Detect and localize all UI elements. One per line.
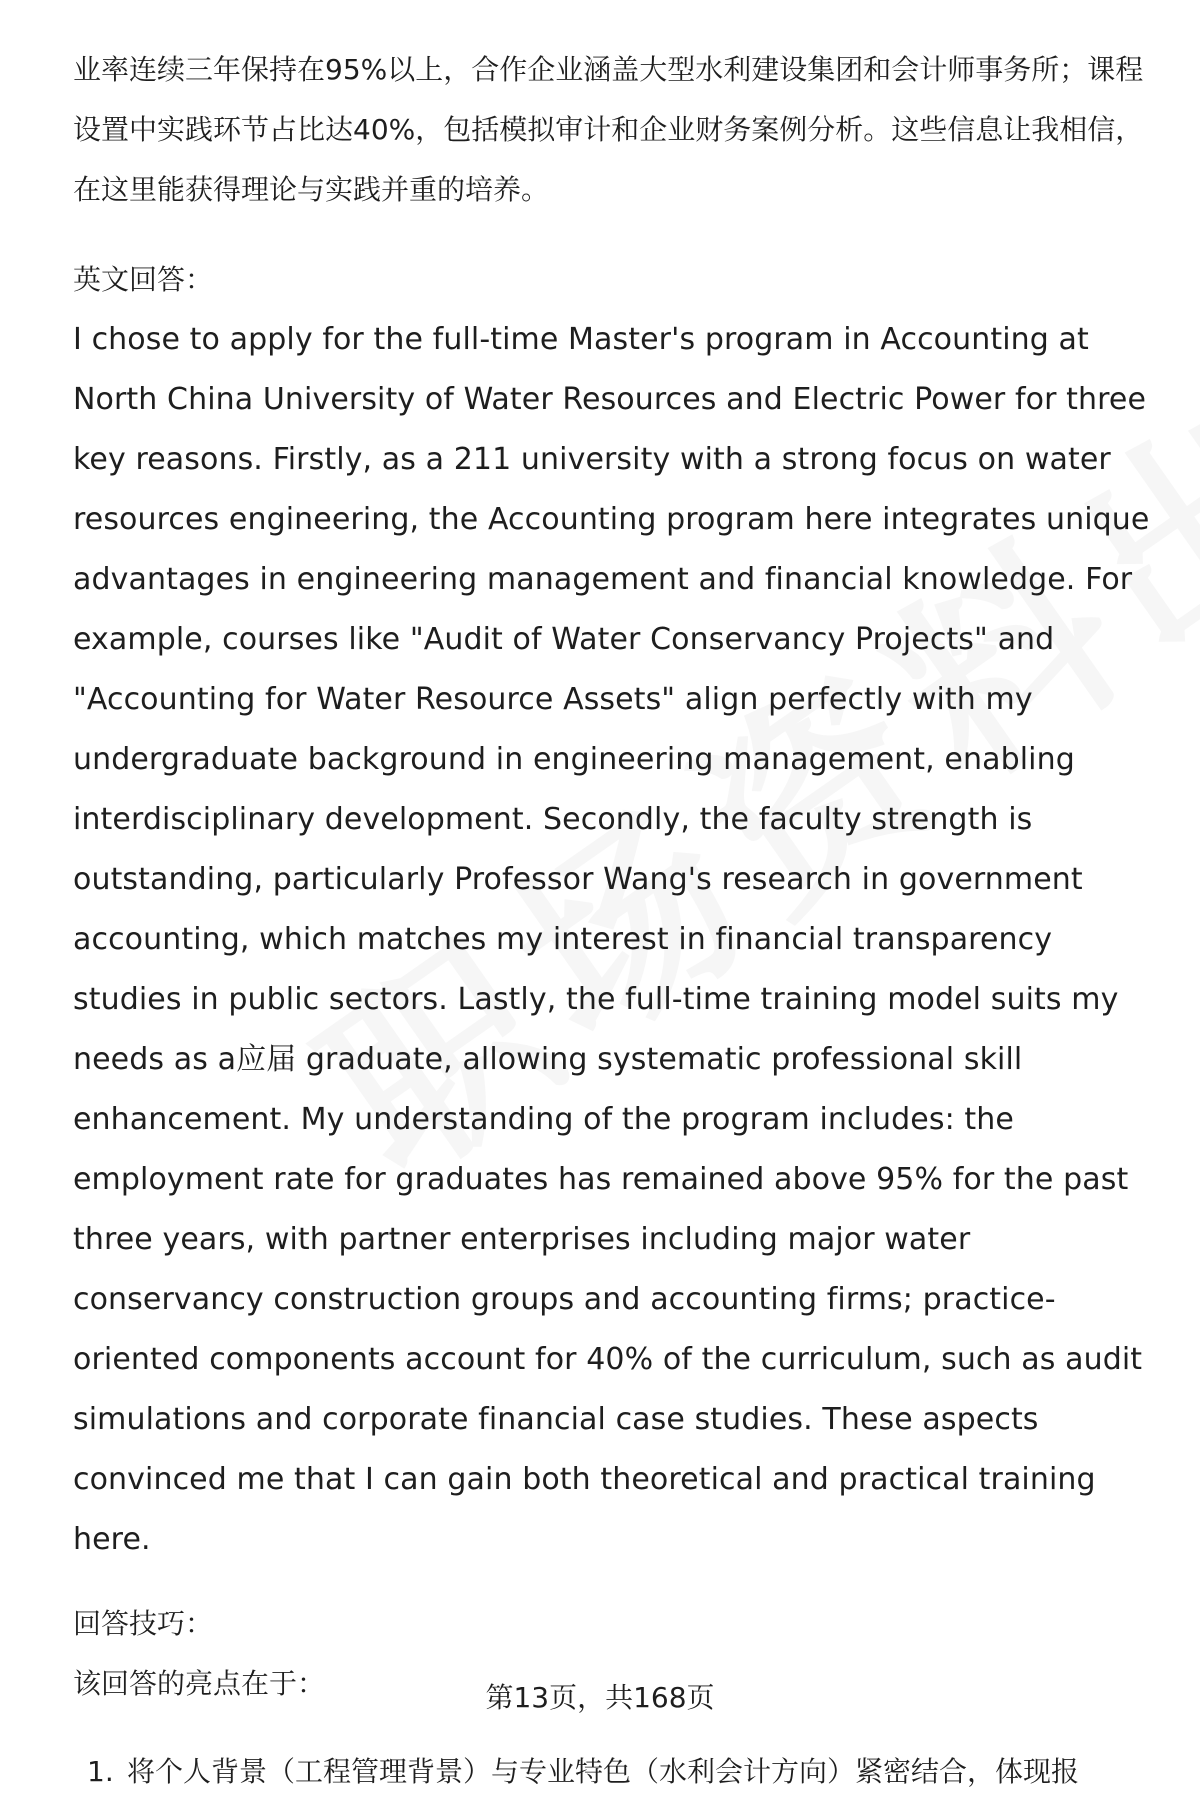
list-item-text: 将个人背景（工程管理背景）与专业特色（水利会计方向）紧密结合，体现报: [127, 1755, 1080, 1788]
page-number-footer: 第13页，共168页: [485, 1681, 715, 1714]
document-page: [73, 40, 1163, 1802]
chinese-answer-continuation: 业率连续三年保持在95%以上，合作企业涵盖大型水利建设集团和会计师事务所；课程设置中实践环节占比达40%，包括模拟审计和企业财务案例分析。这些信息让我相信，在这里能获得理论与实践并重的培养。: [73, 53, 1144, 206]
answer-tips-label: 回答技巧：: [73, 1607, 214, 1640]
highlights-list: [73, 1742, 1163, 1802]
list-item-number: 1.: [87, 1755, 114, 1788]
list-item: [73, 1742, 1163, 1802]
english-answer-text: I chose to apply for the full-time Master's program in Accounting at North China University of Water Resources and Electric Power for three key reasons. Firstly, as a 211 university with a strong focus on water resources engineering, the Accounting program here integrates unique advantages in engineering management and financial knowledge. For example, courses like "Audit of Water Conservancy Projects" and "Accounting for Water Resource Assets" align perfectly with my undergraduate background in engineering management, enabling interdisciplinary development. Secondly, the faculty strength is outstanding, particularly Professor Wang's research in government accounting, which matches my interest in financial transparency studies in public sectors. Lastly, the full-time training model suits my needs as a应届 graduate, allowing systematic professional skill enhancement. My understanding of the program includes: the employment rate for graduates has remained above 95% for the past three years, with partner enterprises including major water conservancy construction groups and accounting firms; practice-oriented components account for 40% of the curriculum, such as audit simulations and corporate financial case studies. These aspects convinced me that I can gain both theoretical and practical training here.: [73, 322, 1150, 1557]
english-answer-label: 英文回答：: [73, 263, 214, 296]
highlights-label: 该回答的亮点在于：: [73, 1667, 326, 1700]
